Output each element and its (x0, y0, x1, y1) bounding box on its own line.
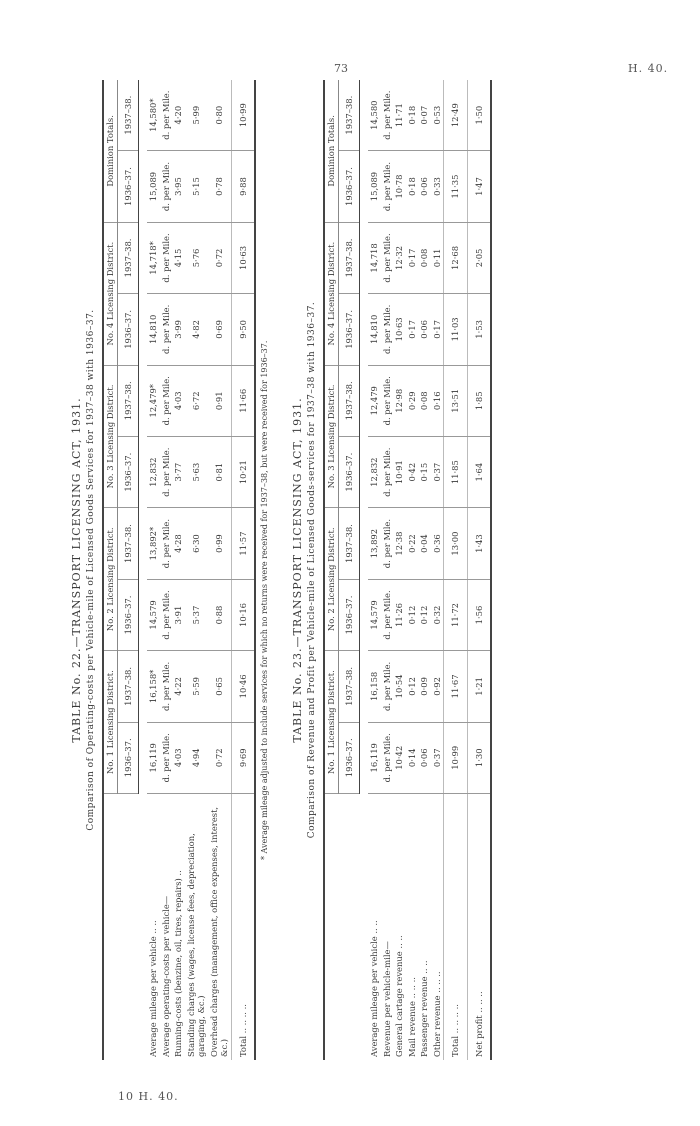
cell: d. per Mile. (381, 222, 394, 293)
cell: 1·47 (467, 151, 491, 222)
cell: 9·69 (231, 722, 255, 793)
cell: 15,089 (368, 151, 381, 222)
cell: 11·85 (444, 436, 468, 507)
cell: 12·68 (444, 222, 468, 293)
cell: 0·06 (418, 151, 431, 222)
cell: 0·92 (431, 651, 444, 722)
cell: d. per Mile. (381, 651, 394, 722)
cell: 16,119 (147, 722, 160, 793)
cell: 0·88 (208, 579, 232, 650)
cell: 11·35 (444, 151, 468, 222)
year-header: 1937–38. (117, 651, 139, 722)
table-row (147, 80, 160, 1060)
cell: 11·66 (231, 365, 255, 436)
year-header: 1936–37. (117, 579, 139, 650)
cell: 10·16 (231, 579, 255, 650)
cell: 11·67 (444, 651, 468, 722)
table-row (172, 80, 185, 1060)
row-label: Running-costs (benzine, oil, tires, repairs) .. (173, 870, 183, 1057)
cell: 10·63 (231, 222, 255, 293)
cell: 16,158 (368, 651, 381, 722)
spacer (139, 80, 148, 1060)
cell: 14,579 (147, 579, 160, 650)
cell: 13,892* (147, 508, 160, 579)
year-header: 1936–37. (117, 722, 139, 793)
cell: 3·95 (172, 151, 185, 222)
cell: 0·69 (208, 294, 232, 365)
cell: 1·21 (467, 651, 491, 722)
district-header: No. 4 Licensing District. (324, 222, 338, 365)
cell: 9·50 (231, 294, 255, 365)
cell: 0·72 (208, 722, 232, 793)
cell: d. per Mile. (160, 722, 173, 793)
table-23-title: TABLE No. 23.—TRANSPORT LICENSING ACT, 1931. (291, 397, 304, 743)
row-label: Net profit .. .. .. (467, 794, 491, 1061)
cell: d. per Mile. (381, 80, 394, 151)
row-label: Mail revenue .. .. .. (406, 977, 417, 1057)
cell: 0·72 (208, 222, 232, 293)
cell: 0·32 (431, 579, 444, 650)
table-row (368, 80, 381, 1060)
cell: 0·33 (431, 151, 444, 222)
cell: 13·51 (444, 365, 468, 436)
cell: 14,580 (368, 80, 381, 151)
spacer (360, 80, 369, 1060)
cell: 11·57 (231, 508, 255, 579)
cell: 16,158* (147, 651, 160, 722)
year-header: 1937–38. (338, 508, 360, 579)
cell: 10·21 (231, 436, 255, 507)
cell: d. per Mile. (381, 508, 394, 579)
cell: 12,832 (147, 436, 160, 507)
document-reference-side: 10 H. 40. (118, 1090, 179, 1103)
cell: 0·53 (431, 80, 444, 151)
table-23-section (291, 80, 492, 1060)
cell: 0·04 (418, 508, 431, 579)
cell: 0·06 (418, 722, 431, 793)
year-header: 1937–38. (117, 365, 139, 436)
district-header: No. 3 Licensing District. (103, 365, 117, 508)
year-header: 1936–37. (117, 436, 139, 507)
district-header: No. 1 Licensing District. (103, 651, 117, 794)
table-total-row (444, 80, 468, 1060)
row-label: Passenger revenue .. .. (419, 960, 429, 1057)
cell: 0·17 (431, 294, 444, 365)
cell: 12,832 (368, 436, 381, 507)
year-header: 1936–37. (338, 294, 360, 365)
district-header: No. 4 Licensing District. (103, 222, 117, 365)
table-22-label-header (103, 794, 139, 1061)
cell: d. per Mile. (381, 722, 394, 793)
cell: d. per Mile. (381, 579, 394, 650)
cell: 12,479 (368, 365, 381, 436)
cell: 1·30 (467, 722, 491, 793)
table-23-label-header (324, 794, 360, 1061)
cell: 0·37 (431, 436, 444, 507)
cell: d. per Mile. (160, 294, 173, 365)
cell: 0·65 (208, 651, 232, 722)
cell: 6·30 (185, 508, 208, 579)
table-23 (323, 80, 492, 1060)
cell: 10·91 (393, 436, 406, 507)
cell: 15,089 (147, 151, 160, 222)
row-label: Average mileage per vehicle .. .. (369, 920, 379, 1057)
cell: 0·16 (431, 365, 444, 436)
table-22-title: TABLE No. 22.—TRANSPORT LICENSING ACT, 1931. (70, 397, 83, 743)
cell: 4·82 (185, 294, 208, 365)
cell: 12·32 (393, 222, 406, 293)
year-header: 1936–37. (338, 722, 360, 793)
cell: 11·72 (444, 579, 468, 650)
cell: 14,718 (368, 222, 381, 293)
rotated-page-content (70, 80, 630, 1060)
year-header: 1936–37. (338, 436, 360, 507)
cell: d. per Mile. (381, 436, 394, 507)
cell: d. per Mile. (160, 80, 173, 151)
cell: 11·71 (393, 80, 406, 151)
cell: 0·29 (406, 365, 419, 436)
cell: 0·15 (418, 436, 431, 507)
year-header: 1937–38. (117, 80, 139, 151)
cell: 5·63 (185, 436, 208, 507)
document-reference: H. 40. (628, 62, 669, 75)
cell: d. per Mile. (160, 365, 173, 436)
cell: 10·54 (393, 651, 406, 722)
cell: 0·12 (418, 579, 431, 650)
row-label: Other revenue .. .. .. (431, 971, 442, 1057)
cell: 0·14 (406, 722, 419, 793)
section-separator (269, 80, 291, 1060)
cell: 0·12 (406, 651, 419, 722)
cell: 3·77 (172, 436, 185, 507)
table-row (381, 80, 394, 1060)
cell: 0·18 (406, 151, 419, 222)
cell: 6·72 (185, 365, 208, 436)
cell: 14,580* (147, 80, 160, 151)
table-row (418, 80, 431, 1060)
cell: 0·80 (208, 80, 232, 151)
cell: d. per Mile. (160, 579, 173, 650)
cell: 0·99 (208, 508, 232, 579)
cell: 0·17 (406, 222, 419, 293)
cell: 0·09 (418, 651, 431, 722)
cell: 12·38 (393, 508, 406, 579)
cell: 12·98 (393, 365, 406, 436)
row-label: Revenue per vehicle-mile— (381, 941, 392, 1057)
cell: 0·17 (406, 294, 419, 365)
table-22-subtitle: Comparison of Operating-costs per Vehicle-mile of Licensed Goods Services for 1937–38 with 1936–37. (86, 309, 96, 831)
cell: 13·00 (444, 508, 468, 579)
cell: 0·08 (418, 222, 431, 293)
year-header: 1936–37. (338, 151, 360, 222)
row-label: Standing charges (wages, license fees, depreciation, garaging, &c.) (185, 833, 206, 1057)
cell: 0·06 (418, 294, 431, 365)
cell: d. per Mile. (381, 365, 394, 436)
cell: 10·46 (231, 651, 255, 722)
year-header: 1936–37. (117, 294, 139, 365)
cell: 5·76 (185, 222, 208, 293)
district-header: Dominion Totals. (324, 80, 338, 222)
cell: 13,892 (368, 508, 381, 579)
cell: 10·63 (393, 294, 406, 365)
cell: 0·12 (406, 579, 419, 650)
cell: 4·22 (172, 651, 185, 722)
cell: 0·42 (406, 436, 419, 507)
cell: d. per Mile. (160, 508, 173, 579)
cell: 14,718* (147, 222, 160, 293)
district-header: No. 1 Licensing District. (324, 651, 338, 794)
year-header: 1937–38. (338, 222, 360, 293)
cell: 5·15 (185, 151, 208, 222)
cell: 0·81 (208, 436, 232, 507)
cell: 0·36 (431, 508, 444, 579)
row-label: Average operating-costs per vehicle— (160, 895, 171, 1057)
cell: 0·78 (208, 151, 232, 222)
cell: 1·64 (467, 436, 491, 507)
cell: 4·03 (172, 722, 185, 793)
cell: d. per Mile. (160, 651, 173, 722)
cell: 10·78 (393, 151, 406, 222)
cell: 10·99 (231, 80, 255, 151)
row-label: Average mileage per vehicle .. .. (148, 920, 158, 1057)
cell: 0·18 (406, 80, 419, 151)
cell: 4·28 (172, 508, 185, 579)
cell: 0·91 (208, 365, 232, 436)
cell: 10·99 (444, 722, 468, 793)
cell: 14,810 (368, 294, 381, 365)
row-label: Total .. .. .. .. (444, 794, 468, 1061)
district-header: Dominion Totals. (103, 80, 117, 222)
cell: 14,810 (147, 294, 160, 365)
table-22-footnote: * Average mileage adjusted to include services for which no returns were received for 1937–38, but were received for 1936–37. (260, 340, 269, 860)
row-label: Overhead charges (management, office expenses, interest, &c.) (208, 806, 229, 1057)
page-number: 73 (334, 62, 348, 75)
table-22-section (70, 80, 269, 1060)
cell: 2·05 (467, 222, 491, 293)
cell: d. per Mile. (160, 436, 173, 507)
table-22 (102, 80, 256, 1060)
cell: d. per Mile. (160, 151, 173, 222)
cell: 12·49 (444, 80, 468, 151)
cell: 14,579 (368, 579, 381, 650)
cell: 1·43 (467, 508, 491, 579)
year-header: 1937–38. (338, 365, 360, 436)
cell: 5·99 (185, 80, 208, 151)
table-row (393, 80, 406, 1060)
cell: 1·50 (467, 80, 491, 151)
cell: 1·56 (467, 579, 491, 650)
cell: 0·11 (431, 222, 444, 293)
cell: 0·08 (418, 365, 431, 436)
table-net-profit-row (467, 80, 491, 1060)
cell: 4·15 (172, 222, 185, 293)
cell: 16,119 (368, 722, 381, 793)
year-header: 1936–37. (117, 151, 139, 222)
cell: 9·88 (231, 151, 255, 222)
year-header: 1937–38. (338, 651, 360, 722)
cell: d. per Mile. (381, 294, 394, 365)
cell: 4·20 (172, 80, 185, 151)
district-header: No. 3 Licensing District. (324, 365, 338, 508)
cell: 3·91 (172, 579, 185, 650)
cell: 1·53 (467, 294, 491, 365)
cell: 10·42 (393, 722, 406, 793)
table-23-subtitle: Comparison of Revenue and Profit per Vehicle-mile of Licensed Goods-services for 1937–38 with 1936–37. (307, 301, 317, 839)
cell: 11·03 (444, 294, 468, 365)
year-header: 1936–37. (338, 579, 360, 650)
year-header: 1937–38. (338, 80, 360, 151)
table-row (160, 80, 173, 1060)
table-row (185, 80, 208, 1060)
table-row (431, 80, 444, 1060)
cell: 11·26 (393, 579, 406, 650)
year-header: 1937–38. (117, 222, 139, 293)
cell: d. per Mile. (160, 222, 173, 293)
cell: 5·59 (185, 651, 208, 722)
cell: 0·37 (431, 722, 444, 793)
cell: 1·85 (467, 365, 491, 436)
cell: 5·37 (185, 579, 208, 650)
cell: 0·22 (406, 508, 419, 579)
row-label: General cartage revenue .. .. (394, 935, 404, 1057)
district-header: No. 2 Licensing District. (103, 508, 117, 651)
cell: d. per Mile. (381, 151, 394, 222)
cell: 4·03 (172, 365, 185, 436)
table-row (208, 80, 232, 1060)
table-total-row (231, 80, 255, 1060)
table-row (406, 80, 419, 1060)
row-label: Total .. .. .. .. (231, 794, 255, 1061)
cell: 0·07 (418, 80, 431, 151)
cell: 4·94 (185, 722, 208, 793)
cell: 3·99 (172, 294, 185, 365)
year-header: 1937–38. (117, 508, 139, 579)
cell: 12,479* (147, 365, 160, 436)
district-header: No. 2 Licensing District. (324, 508, 338, 651)
